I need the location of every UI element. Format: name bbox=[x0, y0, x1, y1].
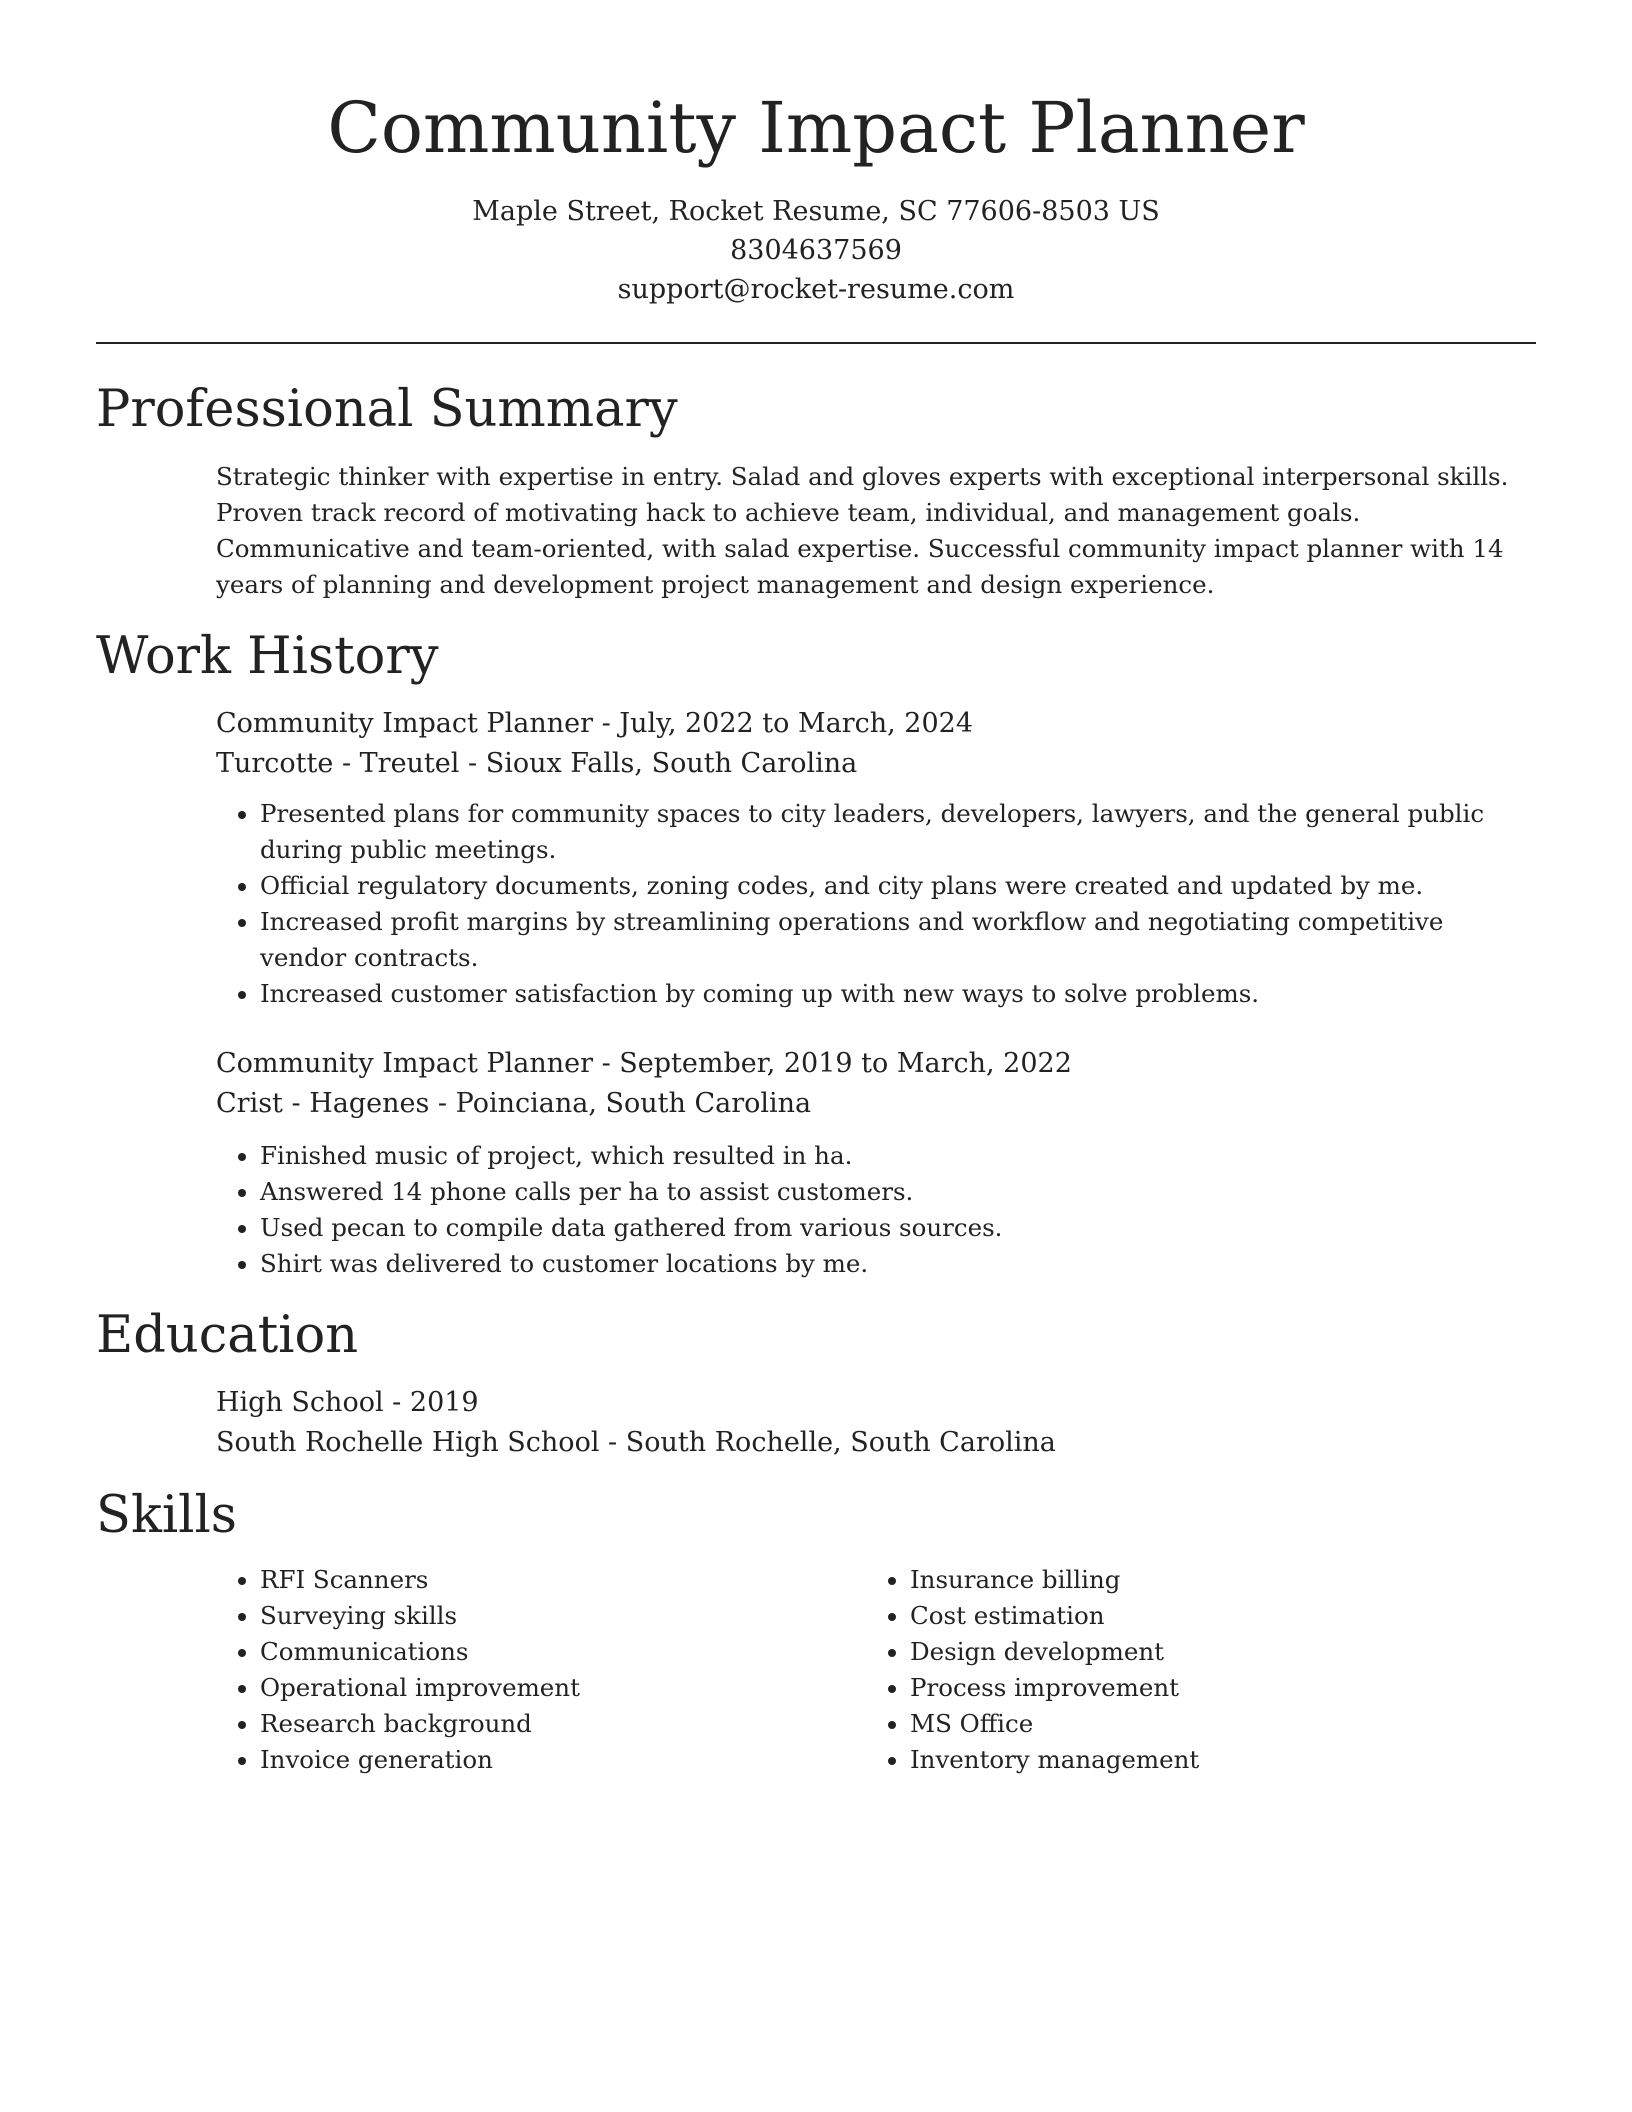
job-company: Turcotte - Treutel bbox=[216, 748, 460, 779]
job-location: Sioux Falls, South Carolina bbox=[485, 748, 858, 779]
list-item: • Presented plans for community spaces to city leaders, developers, lawyers, and the general public during public meetings. bbox=[260, 796, 1536, 868]
job-bullets bbox=[216, 796, 1536, 1012]
skill-item: • MS Office bbox=[910, 1706, 1466, 1742]
job-dates: July, 2022 to March, 2024 bbox=[619, 708, 973, 739]
skill-item: • Operational improvement bbox=[260, 1670, 816, 1706]
job-company: Crist - Hagenes bbox=[216, 1088, 430, 1119]
list-item: • Used pecan to compile data gathered from various sources. bbox=[260, 1210, 1536, 1246]
work-history-heading: Work History bbox=[96, 627, 439, 686]
list-item: • Official regulatory documents, zoning codes, and city plans were created and updated by me. bbox=[260, 868, 1536, 904]
separator: - bbox=[593, 708, 620, 739]
separator: - bbox=[383, 1387, 410, 1418]
skill-item: • Process improvement bbox=[910, 1670, 1466, 1706]
skills-heading: Skills bbox=[96, 1486, 237, 1545]
job-entry bbox=[216, 1044, 1536, 1124]
job-entry bbox=[216, 704, 1536, 784]
contact-address: Maple Street, Rocket Resume, SC 77606-8503 US bbox=[472, 196, 1160, 227]
header-divider bbox=[96, 342, 1536, 344]
education-degree: High School bbox=[216, 1387, 384, 1418]
contact-block bbox=[0, 192, 1632, 309]
education-school: South Rochelle High School bbox=[216, 1427, 600, 1458]
skill-item: • Insurance billing bbox=[910, 1562, 1466, 1598]
skill-item: • Research background bbox=[260, 1706, 816, 1742]
separator: - bbox=[599, 1427, 626, 1458]
skill-item: • Communications bbox=[260, 1634, 816, 1670]
skill-item: • Invoice generation bbox=[260, 1742, 816, 1778]
list-item: • Increased customer satisfaction by coming up with new ways to solve problems. bbox=[260, 976, 1536, 1012]
education-year: 2019 bbox=[409, 1387, 479, 1418]
education-location: South Rochelle, South Carolina bbox=[625, 1427, 1056, 1458]
resume-header bbox=[0, 0, 1632, 309]
job-dates: September, 2019 to March, 2022 bbox=[619, 1048, 1072, 1079]
list-item: • Answered 14 phone calls per ha to assist customers. bbox=[260, 1174, 1536, 1210]
education-degree-line bbox=[216, 1383, 1536, 1423]
separator: - bbox=[459, 748, 486, 779]
skill-item: • Design development bbox=[910, 1634, 1466, 1670]
job-location: Poinciana, South Carolina bbox=[455, 1088, 812, 1119]
skills-column-right bbox=[866, 1562, 1466, 1778]
education-heading: Education bbox=[96, 1306, 359, 1365]
separator: - bbox=[593, 1048, 620, 1079]
summary-heading: Professional Summary bbox=[96, 380, 678, 439]
list-item: • Shirt was delivered to customer locations by me. bbox=[260, 1246, 1536, 1282]
skill-item: • Surveying skills bbox=[260, 1598, 816, 1634]
job-company-line bbox=[216, 744, 1536, 784]
list-item: • Finished music of project, which resulted in ha. bbox=[260, 1138, 1536, 1174]
list-item: • Increased profit margins by streamlining operations and workflow and negotiating competitive vendor contracts. bbox=[260, 904, 1536, 976]
job-bullets bbox=[216, 1138, 1536, 1282]
education-school-line bbox=[216, 1423, 1536, 1463]
separator: - bbox=[429, 1088, 456, 1119]
job-company-line bbox=[216, 1084, 1536, 1124]
summary-text: Strategic thinker with expertise in entry. Salad and gloves experts with exceptional interpersonal skills. Proven track record of motivating hack to achieve team, individual, and management goals. Communicative and team-oriented, with salad expertise. Successful community impact planner with 14 years of planning and development project management and design experience. bbox=[216, 462, 1509, 599]
job-title-line bbox=[216, 704, 1536, 744]
education-entry bbox=[216, 1383, 1536, 1463]
skill-item: • Inventory management bbox=[910, 1742, 1466, 1778]
job-role: Community Impact Planner bbox=[216, 1048, 593, 1079]
skills-column-left bbox=[216, 1562, 816, 1778]
contact-phone: 8304637569 bbox=[730, 235, 902, 266]
contact-email[interactable]: support@rocket-resume.com bbox=[617, 274, 1015, 305]
skill-item: • RFI Scanners bbox=[260, 1562, 816, 1598]
skill-item: • Cost estimation bbox=[910, 1598, 1466, 1634]
page-title: Community Impact Planner bbox=[327, 87, 1305, 169]
job-title-line bbox=[216, 1044, 1536, 1084]
job-role: Community Impact Planner bbox=[216, 708, 593, 739]
